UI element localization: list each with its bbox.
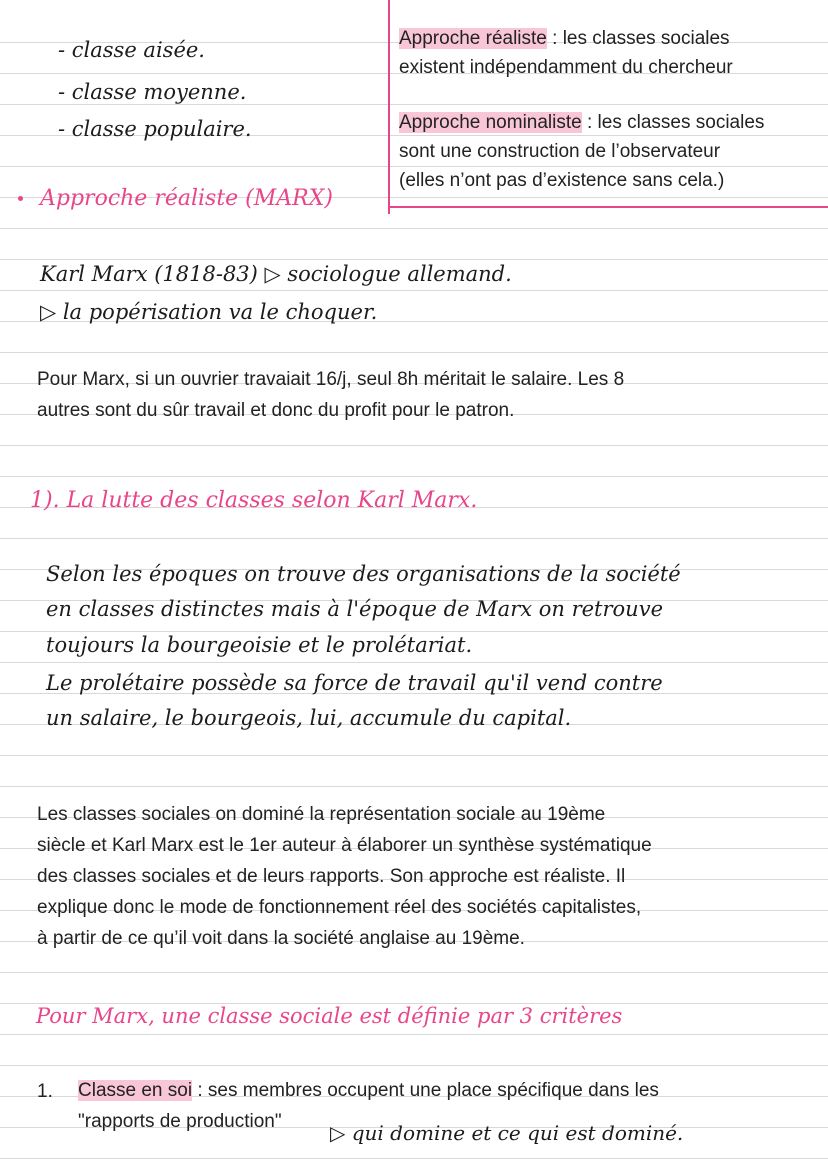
heading-criteres: Pour Marx, une classe sociale est définie par 3 critères	[36, 1004, 623, 1028]
handwritten-line: en classes distinctes mais à l'époque de Marx on retrouve	[46, 597, 663, 621]
item-classe-en-soi: Classe en soi : ses membres occupent une place spécifique dans les "rapports de production"	[78, 1080, 659, 1132]
note-domine: ▷ qui domine et ce qui est dominé.	[330, 1121, 684, 1145]
list-item-classe-aisee: - classe aisée.	[58, 38, 205, 62]
definition-nominaliste: Approche nominaliste : les classes sociales sont une construction de l’observateur (elles n’ont pas d’existence sans cela.)	[399, 112, 765, 191]
list-item-classe-populaire: - classe populaire.	[58, 117, 252, 141]
box-divider-horizontal	[390, 206, 828, 208]
term-approche-nominaliste: Approche nominaliste	[399, 112, 582, 133]
definition-realiste: Approche réaliste : les classes sociales existent indépendamment du chercheur	[399, 28, 733, 78]
item-number: 1.	[37, 1081, 53, 1102]
paragraph-classes-sociales: Les classes sociales on dominé la représentation sociale au 19ème siècle et Karl Marx est le 1er auteur à élaborer un synthèse systématique des classes sociales et de leurs rapports. Son approche est réaliste. Il explique donc le mode de fonctionnement réel des sociétés capitalistes, à partir de ce qu’il voit dans la société anglaise au 19ème.	[37, 804, 652, 949]
note-karl-marx: Karl Marx (1818-83) ▷ sociologue allemand.	[40, 262, 512, 286]
handwritten-line: un salaire, le bourgeois, lui, accumule du capital.	[46, 706, 572, 730]
paragraph-salaire: Pour Marx, si un ouvrier travaiait 16/j, seul 8h méritait le salaire. Les 8 autres sont du sûr travail et donc du profit pour le patron.	[37, 369, 625, 421]
box-divider-vertical	[388, 0, 390, 214]
note-poperisation: ▷ la popérisation va le choquer.	[40, 300, 378, 324]
term-classe-en-soi: Classe en soi	[78, 1080, 193, 1101]
term-approche-realiste: Approche réaliste	[399, 28, 547, 49]
heading-lutte-des-classes: 1). La lutte des classes selon Karl Marx.	[30, 488, 478, 513]
handwritten-line: Le prolétaire possède sa force de travail qu'il vend contre	[46, 671, 663, 695]
list-item-classe-moyenne: - classe moyenne.	[58, 80, 247, 104]
bullet-icon	[18, 196, 23, 201]
handwritten-line: toujours la bourgeoisie et le prolétariat.	[46, 633, 473, 657]
heading-approche-realiste: Approche réaliste (MARX)	[40, 186, 333, 211]
handwritten-line: Selon les époques on trouve des organisations de la société	[46, 562, 681, 586]
